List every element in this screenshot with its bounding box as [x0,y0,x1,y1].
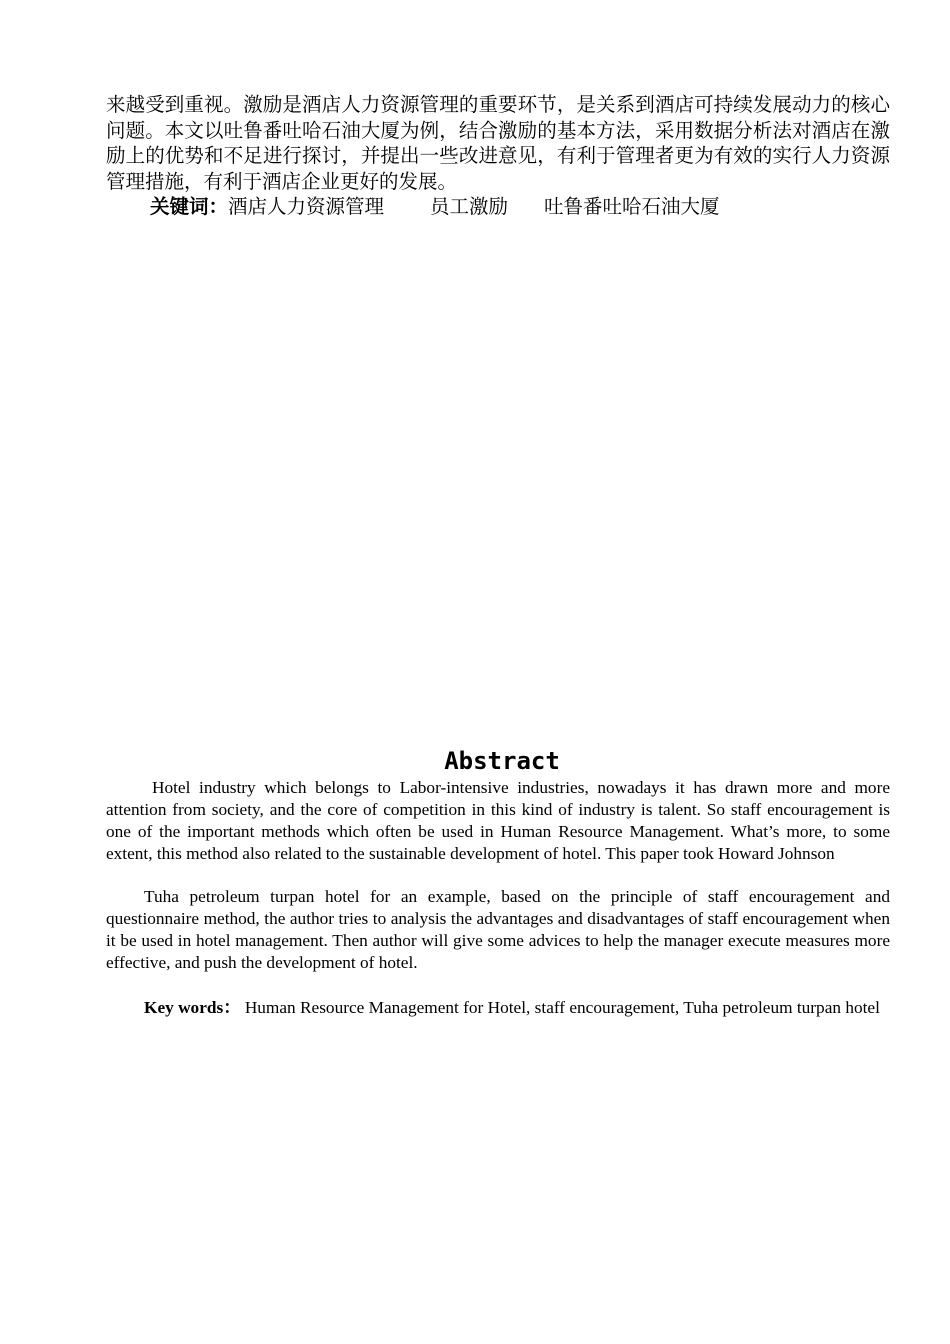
chinese-keyword-3: 吐鲁番吐哈石油大厦 [544,195,720,218]
chinese-keywords-label: 关键词： [150,195,229,218]
english-abstract-heading: Abstract [444,747,560,775]
english-keywords-label: Key words： [144,998,241,1017]
english-keywords-line [106,997,890,1019]
english-abstract-paragraph-1: Hotel industry which belongs to Labor-intensive industries, nowadays it has drawn more and more attention from society, and the core of competition in this kind of industry is talent. So staff encouragement is one of the important methods which often be used in Human Resource Management. What’s more, to some extent, this method also related to the sustainable development of hotel. This paper took Howard Johnson [106,778,890,863]
chinese-keyword-1: 酒店人力资源管理 [228,195,385,218]
english-abstract-paragraph-2: Tuha petroleum turpan hotel for an example, based on the principle of staff encouragement and questionnaire method, the author tries to analysis the advantages and disadvantages of staff encouragement when it be used in hotel management. Then author will give some advices to help the manager execute measures more effective, and push the development of hotel. [106,887,890,972]
chinese-abstract-body: 来越受到重视。激励是酒店人力资源管理的重要环节，是关系到酒店可持续发展动力的核心问题。本文以吐鲁番吐哈石油大厦为例，结合激励的基本方法，采用数据分析法对酒店在激励上的优势和不足进行探讨，并提出一些改进意见，有利于管理者更为有效的实行人力资源管理措施，有利于酒店企业更好的发展。 [106,93,890,193]
chinese-keywords-line [150,194,890,220]
chinese-keyword-2: 员工激励 [430,195,509,218]
english-keywords-text: Human Resource Management for Hotel, staff encouragement, Tuha petroleum turpan hotel [244,998,880,1017]
